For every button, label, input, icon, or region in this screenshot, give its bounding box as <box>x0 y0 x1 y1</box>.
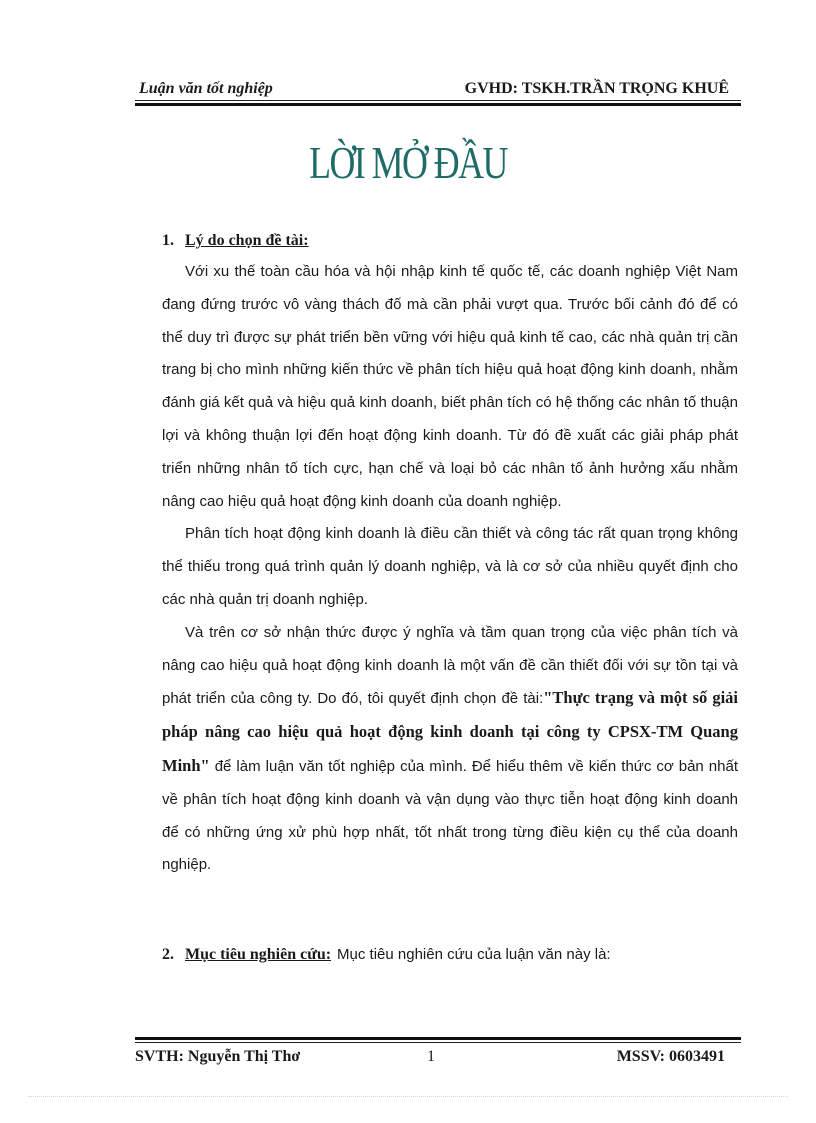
paragraph-3-intro: Và trên cơ sở nhận thức được ý nghĩa và tầm quan trọng của việc phân tích và nâng cao hiệu quả hoạt động kinh doanh là một vấn đề cần thiết đối với sự tồn tại và phát triển của công ty. Do đó, tôi quyết định chọn đề tài: <box>162 623 738 708</box>
page-footer <box>135 1048 741 1070</box>
header-rule-thick <box>135 103 741 106</box>
student-id: MSSV: 0603491 <box>616 1048 725 1065</box>
section-1-title: Lý do chọn đề tài: <box>185 232 309 249</box>
page-number: 1 <box>427 1048 435 1065</box>
thesis-label: Luận văn tốt nghiệp <box>139 80 273 97</box>
footer-rule-thin <box>135 1042 741 1043</box>
page-title: LỜI MỞ ĐẦU <box>309 137 507 188</box>
section-2-number: 2. <box>162 946 174 963</box>
thesis-topic: "Thực trạng và một số giải pháp nâng cao hiệu quả hoạt động kinh doanh tại công ty CPSX-TM Quang Minh" <box>162 688 738 775</box>
section-2-text: Mục tiêu nghiên cứu của luận văn này là: <box>337 946 611 963</box>
page-bottom-border <box>28 1096 788 1097</box>
section-2-title: Mục tiêu nghiên cứu: <box>185 946 332 963</box>
section-1-number: 1. <box>162 232 174 249</box>
paragraph-3 <box>162 617 738 882</box>
paragraph-1: Với xu thế toàn cầu hóa và hội nhập kinh tế quốc tế, các doanh nghiệp Việt Nam đang đứng trước vô vàng thách đố mà cần phải vượt qua. Trước bối cảnh đó để có thể duy trì được sự phát triển bền vững với hiệu quả kinh tế cao, các nhà quản trị cần trang bị cho mình những kiến thức về phân tích hiệu quả hoạt động kinh doanh, nhằm đánh giá kết quả và hiệu quả kinh doanh, biết phân tích có hệ thống các nhân tố thuận lợi và không thuận lợi đến hoạt động kinh doanh. Từ đó đề xuất các giải pháp phát triển những nhân tố tích cực, hạn chế và loại bỏ các nhân tố ảnh hưởng xấu nhằm nâng cao hiệu quả hoạt động kinh doanh của doanh nghiệp. <box>162 263 738 510</box>
paragraph-2: Phân tích hoạt động kinh doanh là điều cần thiết và công tác rất quan trọng không thể thiếu trong quá trình quản lý doanh nghiệp, và là cơ sở của nhiều quyết định cho các nhà quản trị doanh nghiệp. <box>162 525 738 608</box>
student-name: SVTH: Nguyễn Thị Thơ <box>135 1048 301 1065</box>
section-2-heading <box>162 946 611 964</box>
footer-rule-thick <box>135 1037 741 1040</box>
header-rule-thin <box>135 100 741 101</box>
paragraph-3-rest: để làm luận văn tốt nghiệp của mình. Để hiểu thêm về kiến thức cơ bản nhất về phân tích hoạt động kinh doanh và vận dụng vào thực tiễn hoạt động kinh doanh để có những ứng xử phù hợp nhất, tốt nhất trong từng điều kiện cụ thể của doanh nghiệp. <box>162 757 738 874</box>
section-1-heading <box>162 232 309 250</box>
advisor-label: GVHD: TSKH.TRẦN TRỌNG KHUÊ <box>464 80 729 97</box>
page-header <box>135 78 741 100</box>
section-1-body <box>162 256 738 882</box>
